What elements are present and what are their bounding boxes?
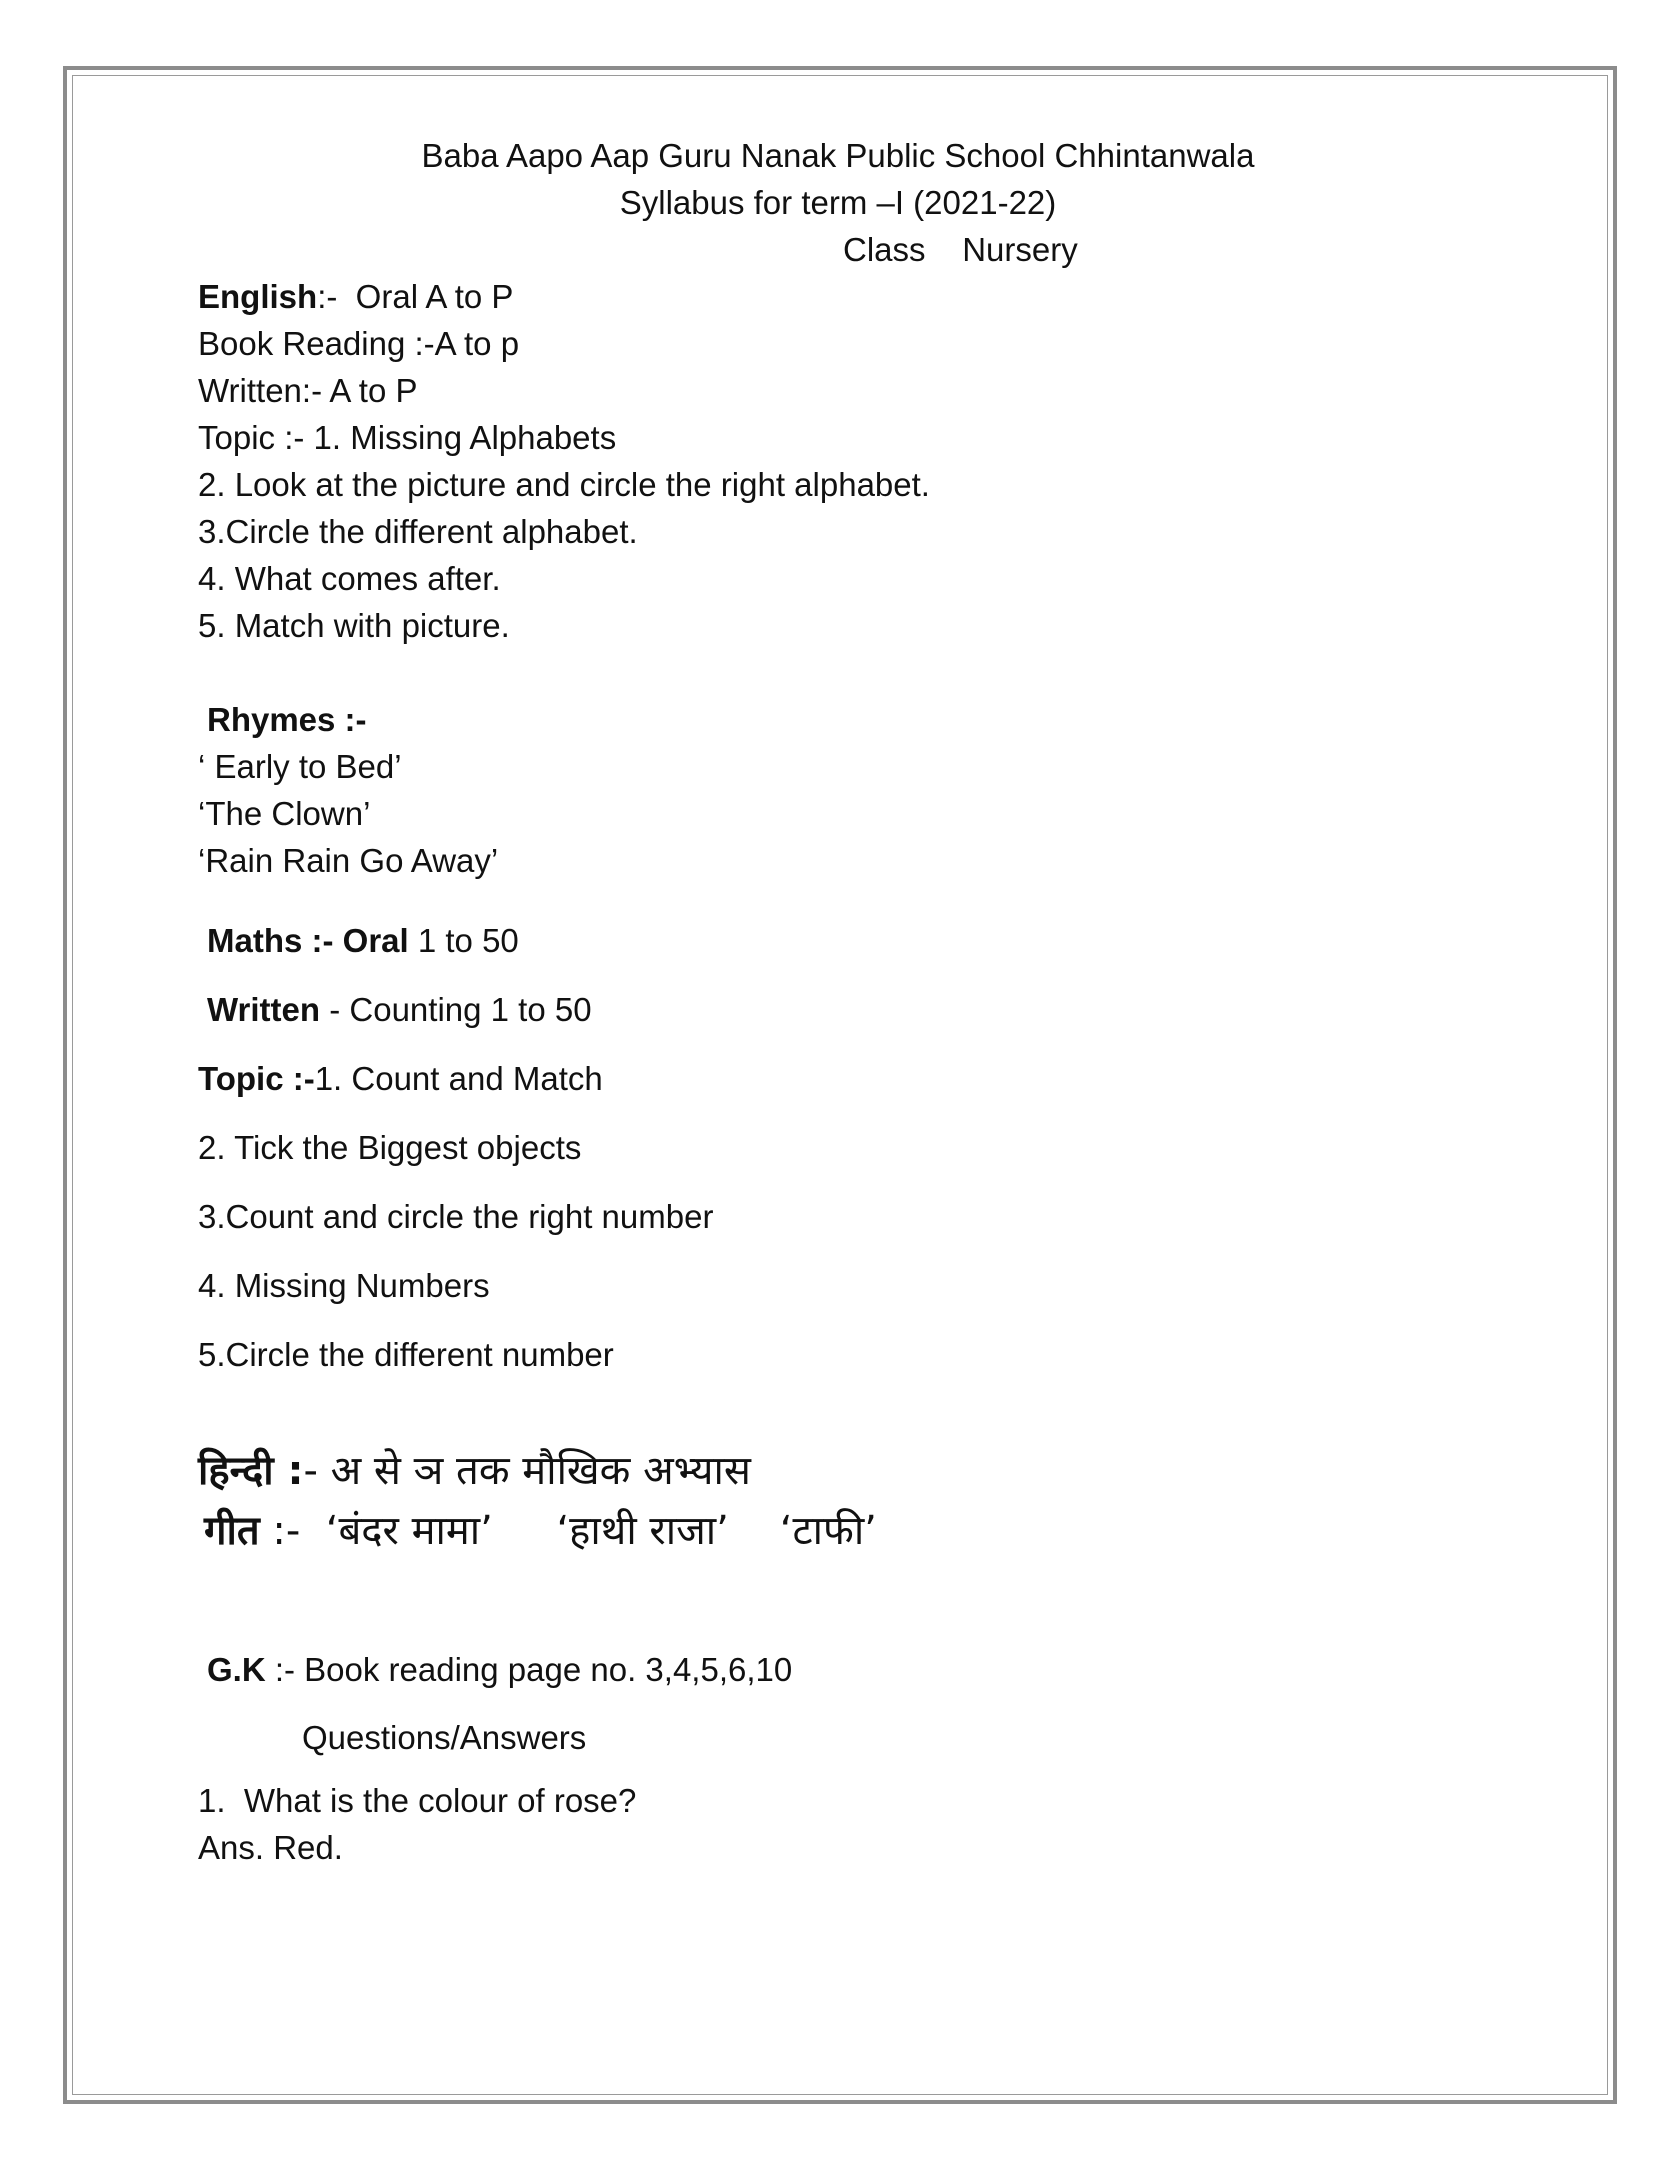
maths-written-line [198,975,1498,1044]
class-value: Nursery [962,231,1078,268]
class-line [198,226,1498,273]
hindi-label: हिन्दी : [198,1448,304,1494]
hindi-section [198,1441,1498,1561]
rhymes-heading: Rhymes :- [207,701,367,738]
maths-topic-label: Topic :- [198,1060,315,1097]
maths-written-value: - Counting 1 to 50 [320,991,592,1028]
syllabus-title: Syllabus for term –I (2021-22) [619,184,1057,221]
english-written: Written:- A to P [198,372,418,409]
maths-section [198,906,1498,1389]
maths-topic-item: 2. Tick the Biggest objects [198,1129,582,1166]
gk-section [198,1637,1498,1871]
english-topic-item: 2. Look at the picture and circle the right alphabet. [198,466,930,503]
maths-written-label: Written [207,991,321,1028]
english-topic-item: Topic :- 1. Missing Alphabets [198,419,617,456]
english-book-reading: Book Reading :-A to p [198,325,520,362]
class-label: Class [843,231,926,268]
maths-heading: Maths :- Oral [207,922,409,959]
maths-topic-item: 1. Count and Match [314,1060,603,1097]
rhymes-section [198,696,1498,884]
song-text: :- ‘बंदर मामा’ ‘हाथी राजा’ ‘टाफी’ [259,1508,877,1554]
gk-question: 1. What is the colour of rose? [198,1782,637,1819]
rhyme-item: ‘The Clown’ [198,795,371,832]
english-topic-item: 3.Circle the different alphabet. [198,513,638,550]
rhyme-item: ‘Rain Rain Go Away’ [198,842,499,879]
gk-answer: Ans. Red. [198,1829,343,1866]
header [198,132,1498,273]
maths-topic-item: 5.Circle the different number [198,1336,614,1373]
maths-oral-line [198,906,1498,975]
maths-oral-value: 1 to 50 [408,922,519,959]
document-body [198,132,1498,1871]
gk-label: G.K [207,1651,266,1688]
rhyme-item: ‘ Early to Bed’ [198,748,402,785]
english-section [198,273,1498,649]
english-oral: :- Oral A to P [317,278,514,315]
hindi-line [198,1441,1498,1501]
qa-heading: Questions/Answers [302,1719,587,1756]
song-line [198,1501,1498,1561]
english-heading-line [198,273,1498,320]
english-topic-item: 5. Match with picture. [198,607,510,644]
maths-topic-line [198,1044,1498,1113]
hindi-text: - अ से ञ तक मौखिक अभ्यास [303,1448,751,1494]
english-topic-item: 4. What comes after. [198,560,501,597]
song-label: गीत [204,1508,260,1554]
english-heading: English [198,278,318,315]
gk-line [198,1637,1498,1703]
school-name: Baba Aapo Aap Guru Nanak Public School Chhintanwala [421,137,1255,174]
maths-topic-item: 4. Missing Numbers [198,1267,490,1304]
gk-text: :- Book reading page no. 3,4,5,6,10 [265,1651,793,1688]
maths-topic-item: 3.Count and circle the right number [198,1198,714,1235]
